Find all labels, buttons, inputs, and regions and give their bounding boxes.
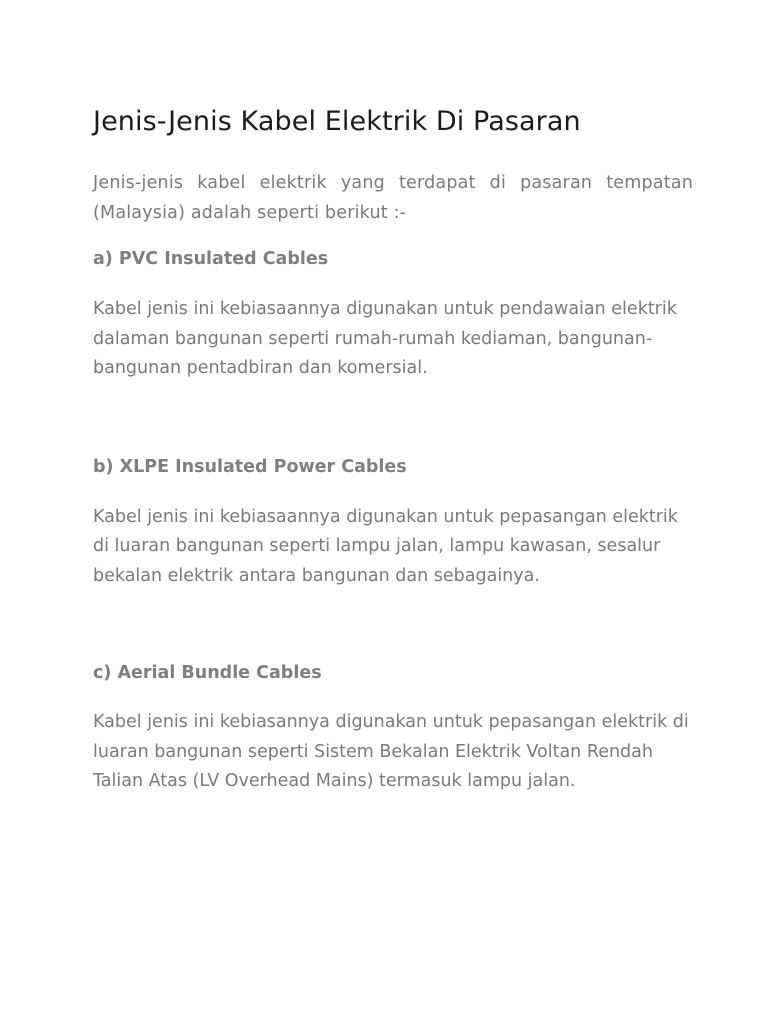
section-heading: c) Aerial Bundle Cables — [93, 663, 322, 683]
intro-paragraph: Jenis-jenis kabel elektrik yang terdapat di pasaran tempatan (Malaysia) adalah seperti berikut :- — [93, 173, 693, 223]
section-pvc-cables — [93, 247, 693, 384]
section-body: Kabel jenis ini kebiasannya digunakan untuk pepasangan elektrik di luaran bangunan seperti Sistem Bekalan Elektrik Voltan Rendah Talian Atas (LV Overhead Mains) termasuk lampu jalan. — [93, 712, 689, 791]
section-body: Kabel jenis ini kebiasaannya digunakan untuk pendawaian elektrik dalaman bangunan seperti rumah-rumah kediaman, bangunan-bangunan pentadbiran dan komersial. — [93, 299, 677, 378]
section-heading: b) XLPE Insulated Power Cables — [93, 456, 407, 477]
section-heading: a) PVC Insulated Cables — [93, 249, 329, 269]
document-page — [93, 103, 693, 797]
document-title: Jenis-Jenis Kabel Elektrik Di Pasaran — [93, 106, 581, 137]
section-aerial-bundle-cables — [93, 661, 693, 797]
section-xlpe-cables — [93, 455, 693, 592]
section-body: Kabel jenis ini kebiasaannya digunakan untuk pepasangan elektrik di luaran bangunan seperti lampu jalan, lampu kawasan, sesalur bekalan elektrik antara bangunan dan sebagainya. — [93, 506, 678, 586]
